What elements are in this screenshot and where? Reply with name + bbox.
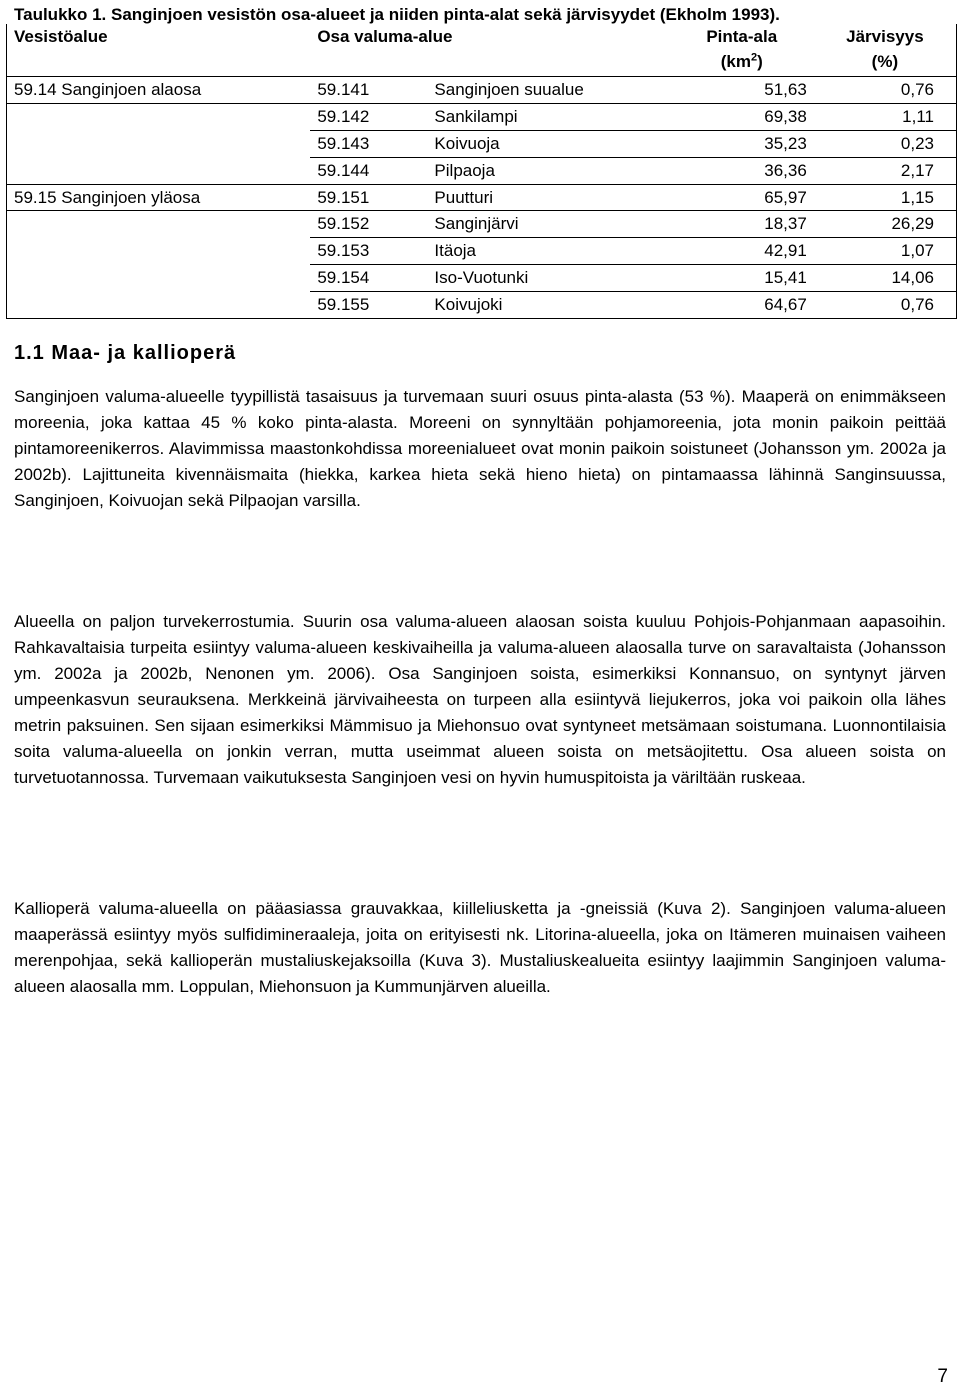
cell-name: Pilpaoja (427, 157, 669, 184)
cell-name: Itäoja (427, 238, 669, 265)
cell-name: Koivujoki (427, 292, 669, 319)
cell-lake: 1,15 (807, 184, 957, 211)
cell-surface: 51,63 (670, 77, 807, 104)
cell-surface: 35,23 (670, 130, 807, 157)
cell-surface: 69,38 (670, 103, 807, 130)
cell-surface: 15,41 (670, 265, 807, 292)
cell-name: Koivuoja (427, 130, 669, 157)
cell-area (7, 292, 311, 319)
cell-lake: 2,17 (807, 157, 957, 184)
cell-lake: 14,06 (807, 265, 957, 292)
cell-name: Sanginjoen suualue (427, 77, 669, 104)
cell-name: Sanginjärvi (427, 211, 669, 238)
table-row (7, 292, 957, 319)
table-row (7, 265, 957, 292)
header-surface: Pinta-ala (706, 27, 778, 46)
cell-code: 59.155 (310, 292, 427, 319)
header-spacer (310, 49, 669, 77)
header-surface-unit: $(km^2)$ (670, 49, 807, 77)
cell-surface: 42,91 (670, 238, 807, 265)
cell-code: 59.153 (310, 238, 427, 265)
table-row (7, 157, 957, 184)
page-number: 7 (937, 1366, 948, 1387)
cell-code: 59.152 (310, 211, 427, 238)
cell-area: 59.14 Sanginjoen alaosa (7, 77, 311, 104)
cell-area (7, 265, 311, 292)
cell-code: 59.143 (310, 130, 427, 157)
paragraph: Alueella on paljon turvekerrostumia. Suurin osa valuma-alueen alaosan soista kuuluu Pohjois-Pohjanmaan aapasoihin. Rahkavaltaisia turpeita esiintyy valuma-alueen keskivaiheilla ja valuma-alueen alaosalla turve on saravaltaista (Johansson ym. 2002a ja 2002b, Nenonen ym. 2006). Osa Sanginjoen soista, esimerkiksi Konnansuo, on syntynyt järven umpeenkasvun seurauksena. Merkkeinä järvivaiheesta on turpeen alla esiintyvä liejukerros, joka voi paikoin olla lähes metrin paksuinen. Sen sijaan esimerkiksi Mämmisuo ja Miehonsuo ovat syntyneet metsämaan soistumana. Luonnontilaisia soita valuma-alueella on jonkin verran, mutta useimmat alueen soista on metsäojitettu. Osa alueen soista on turvetuotannossa. Turvemaan vaikutuksesta Sanginjoen vesi on hyvin humuspitoista ja väriltään ruskeaa. (14, 612, 946, 787)
table-caption: Taulukko 1. Sanginjoen vesistön osa-alueet ja niiden pinta-alat sekä järvisyydet (Ekholm 1993). (14, 5, 780, 24)
cell-surface: 18,37 (670, 211, 807, 238)
cell-lake: 1,07 (807, 238, 957, 265)
cell-name: Puutturi (427, 184, 669, 211)
cell-code: 59.144 (310, 157, 427, 184)
cell-surface: 65,97 (670, 184, 807, 211)
cell-lake: 0,23 (807, 130, 957, 157)
header-sub-area: Osa valuma-alue (317, 27, 453, 46)
cell-lake: 0,76 (807, 77, 957, 104)
cell-name: Iso-Vuotunki (427, 265, 669, 292)
cell-lake: 1,11 (807, 103, 957, 130)
header-lake: Järvisyys (807, 24, 957, 49)
table-row (7, 77, 957, 104)
cell-area (7, 130, 311, 157)
cell-lake: 0,76 (807, 292, 957, 319)
table-row (7, 103, 957, 130)
cell-code: 59.142 (310, 103, 427, 130)
cell-lake: 26,29 (807, 211, 957, 238)
header-area: Vesistöalue (7, 24, 311, 49)
cell-name: Sankilampi (427, 103, 669, 130)
header-spacer (7, 49, 311, 77)
table-row (7, 211, 957, 238)
paragraph: Sanginjoen valuma-alueelle tyypillistä tasaisuus ja turvemaan suuri osuus pinta-alasta (53 %). Maaperä on enimmäkseen moreenia, joka kattaa 45 % koko pinta-alasta. Moreeni on synnyltään pohjamoreenia, jota monin paikoin peittää pintamoreenikerros. Alavimmissa maastonkohdissa moreenialueet ovat monin paikoin soistuneet (Johansson ym. 2002a ja 2002b). Lajittuneita kivennäismaita (hiekka, karkea hieta sekä hieno hieta) on pintamaassa lähinnä Sanginsuussa, Sanginjoen, Koivuojan sekä Pilpaojan varsilla. (14, 387, 946, 510)
sub-area-table (6, 24, 957, 319)
table-row (7, 238, 957, 265)
cell-area (7, 238, 311, 265)
paragraph: Kallioperä valuma-alueella on pääasiassa grauvakkaa, kiilleliusketta ja -gneissiä (Kuva 2). Sanginjoen valuma-alueen maaperässä esiintyy myös sulfidimineraaleja, joita on erityisesti nk. Litorina-alueella, joka on Itämeren muinaisen vaiheen merenpohjaa, sekä kallioperän mustaliuskejaksoilla (Kuva 3). Mustaliuskealueita esiintyy laajimmin Sanginjoen valuma-alueen alaosalla mm. Loppulan, Miehonsuon ja Kummunjärven alueilla. (14, 899, 946, 996)
section-heading: 1.1 Maa- ja kallioperä (14, 342, 237, 364)
cell-area (7, 157, 311, 184)
cell-area (7, 103, 311, 130)
cell-surface: 36,36 (670, 157, 807, 184)
table-body (7, 77, 957, 319)
header-lake-unit: (%) (807, 49, 957, 77)
cell-code: 59.151 (310, 184, 427, 211)
cell-area (7, 211, 311, 238)
table-row (7, 130, 957, 157)
cell-surface: 64,67 (670, 292, 807, 319)
table-row (7, 184, 957, 211)
cell-code: 59.141 (310, 77, 427, 104)
cell-area: 59.15 Sanginjoen yläosa (7, 184, 311, 211)
cell-code: 59.154 (310, 265, 427, 292)
